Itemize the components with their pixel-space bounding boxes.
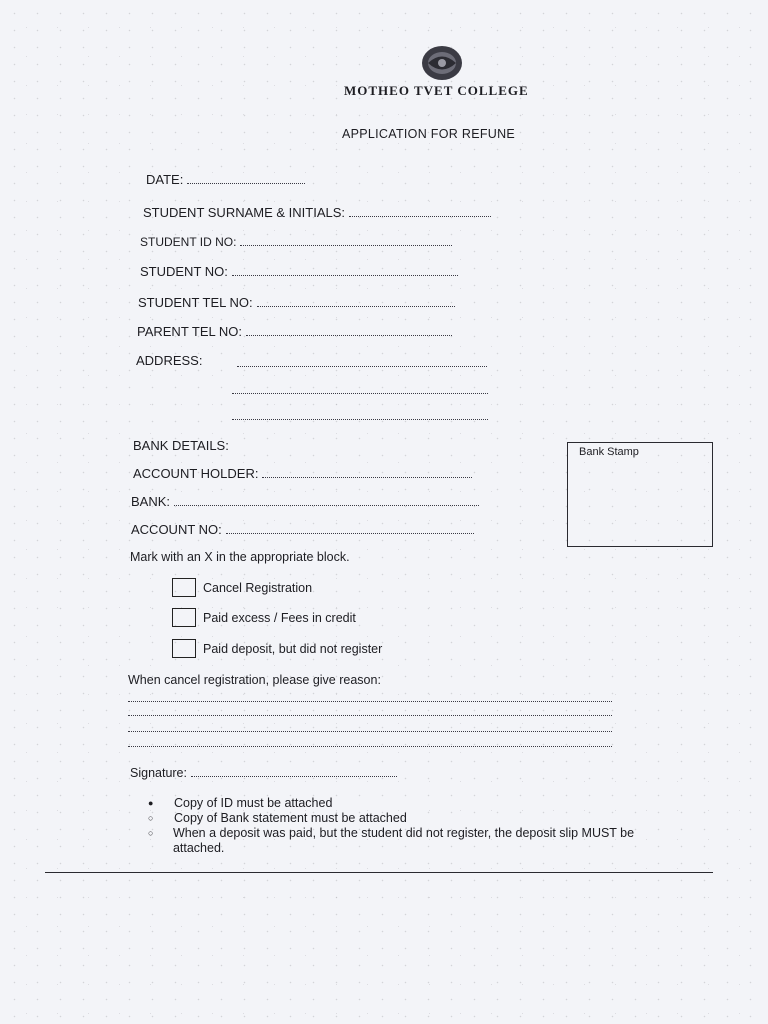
- account-no-label: ACCOUNT NO:: [131, 522, 222, 537]
- option-label: Paid deposit, but did not register: [203, 641, 383, 656]
- note-item: ○ When a deposit was paid, but the student did not register, the deposit slip MUST be attached.: [148, 826, 635, 855]
- option-paid-excess[interactable]: [172, 608, 356, 627]
- account-holder-field: [133, 466, 472, 481]
- college-name: MOTHEO TVET COLLEGE: [344, 83, 529, 98]
- date-blank[interactable]: [187, 182, 305, 184]
- surname-label: STUDENT SURNAME & INITIALS:: [143, 205, 346, 220]
- parent-tel-label: PARENT TEL NO:: [137, 324, 242, 339]
- account-holder-blank[interactable]: [262, 476, 472, 478]
- bank-details-heading: BANK DETAILS:: [133, 438, 229, 453]
- bullet-icon: ●: [148, 798, 154, 808]
- student-no-label: STUDENT NO:: [140, 264, 228, 279]
- checkbox[interactable]: [172, 639, 196, 658]
- checkbox[interactable]: [172, 608, 196, 627]
- note-item: ○ Copy of Bank statement must be attached: [148, 811, 407, 825]
- form-title: APPLICATION FOR REFUNE: [342, 127, 516, 141]
- bank-field: [131, 494, 479, 509]
- option-paid-deposit[interactable]: [172, 639, 382, 658]
- option-cancel-registration[interactable]: [172, 578, 312, 597]
- notes-list: [148, 796, 668, 856]
- address-line-1[interactable]: [237, 365, 487, 367]
- bottom-rule: [45, 872, 713, 873]
- bank-stamp-box: [567, 442, 713, 547]
- date-label: DATE:: [146, 172, 184, 187]
- bank-blank[interactable]: [174, 504, 479, 506]
- reason-line-4[interactable]: [128, 745, 612, 747]
- student-id-field: [140, 235, 452, 249]
- student-no-blank[interactable]: [232, 274, 458, 276]
- signature-field: [130, 766, 397, 780]
- address-label: ADDRESS:: [136, 353, 203, 368]
- parent-tel-blank[interactable]: [246, 334, 452, 336]
- bullet-icon: ○: [148, 828, 154, 838]
- reason-label: When cancel registration, please give reason:: [128, 673, 381, 687]
- surname-blank[interactable]: [349, 215, 491, 217]
- signature-label: Signature:: [130, 766, 187, 780]
- account-no-field: [131, 522, 474, 537]
- reason-line-3[interactable]: [128, 730, 612, 732]
- reason-line-2[interactable]: [128, 714, 612, 716]
- note-item: ● Copy of ID must be attached: [148, 796, 333, 810]
- mark-instruction: Mark with an X in the appropriate block.: [130, 550, 350, 564]
- option-label: Paid excess / Fees in credit: [203, 610, 356, 625]
- student-tel-field: [138, 295, 455, 310]
- student-tel-blank[interactable]: [257, 305, 455, 307]
- student-tel-label: STUDENT TEL NO:: [138, 295, 253, 310]
- bullet-icon: ○: [148, 813, 154, 823]
- date-field: [146, 172, 305, 187]
- address-line-3[interactable]: [232, 418, 488, 420]
- bank-stamp-label: Bank Stamp: [579, 446, 639, 458]
- address-line-2[interactable]: [232, 392, 488, 394]
- college-logo: [420, 44, 464, 82]
- student-id-blank[interactable]: [240, 244, 452, 246]
- reason-line-1[interactable]: [128, 700, 612, 702]
- account-holder-label: ACCOUNT HOLDER:: [133, 466, 259, 481]
- student-id-label: STUDENT ID NO:: [140, 235, 237, 249]
- checkbox[interactable]: [172, 578, 196, 597]
- address-field: [136, 353, 202, 368]
- student-no-field: [140, 264, 458, 279]
- surname-field: [143, 205, 491, 220]
- account-no-blank[interactable]: [226, 532, 474, 534]
- option-label: Cancel Registration: [203, 580, 313, 595]
- bank-label: BANK:: [131, 494, 171, 509]
- parent-tel-field: [137, 324, 452, 339]
- signature-blank[interactable]: [191, 775, 397, 777]
